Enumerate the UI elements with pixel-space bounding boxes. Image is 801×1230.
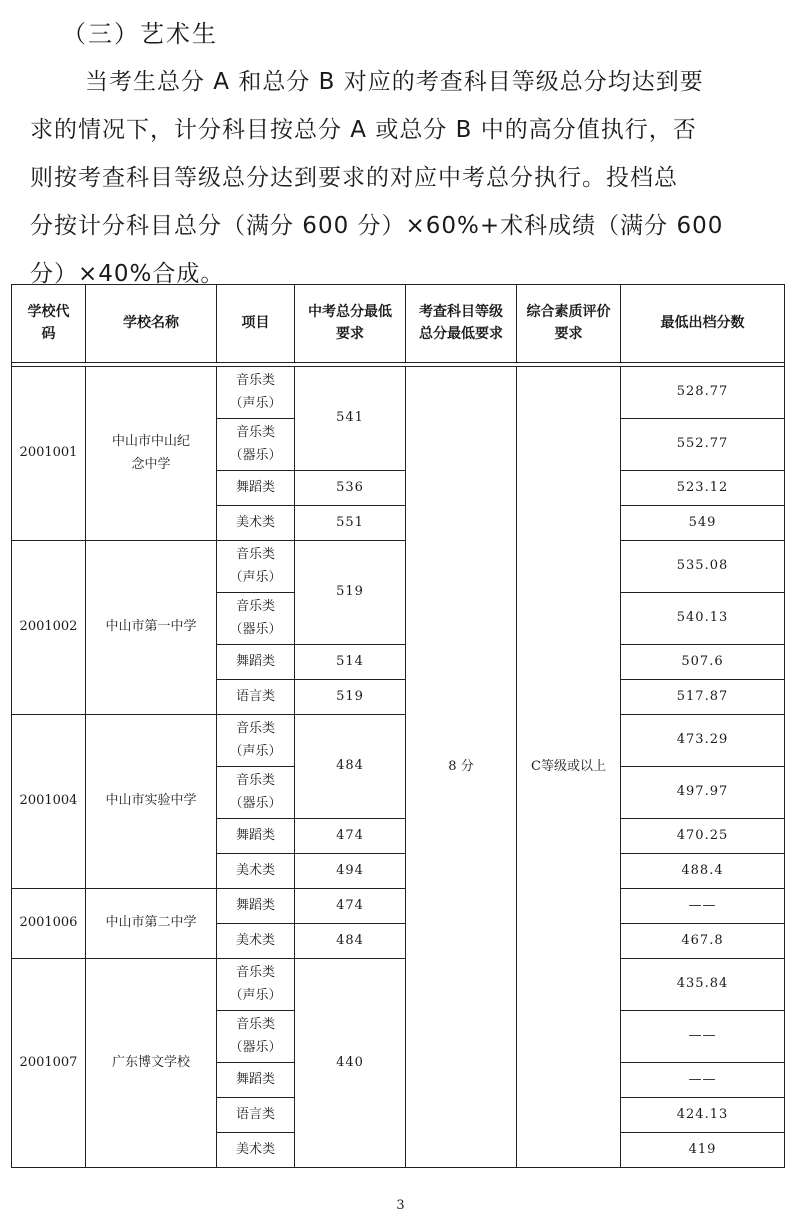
- min-score-cell: 540.13: [621, 593, 785, 645]
- min-score-cell: 517.87: [621, 680, 785, 715]
- min-total-cell: 551: [295, 506, 406, 541]
- item-cell: 音乐类（声乐）: [217, 367, 295, 419]
- table-row: [12, 889, 785, 924]
- table-row: [12, 959, 785, 1011]
- school-code: 2001001: [12, 367, 86, 541]
- min-total-cell: 484: [295, 924, 406, 959]
- quality-eval-cell: C等级或以上: [517, 367, 621, 1168]
- paragraph-line: 则按考查科目等级总分达到要求的对应中考总分执行。投档总: [30, 165, 678, 191]
- min-total-cell: 541: [295, 367, 406, 471]
- header-quality-eval: 综合素质评价要求: [517, 285, 621, 363]
- min-total-cell: 514: [295, 645, 406, 680]
- admission-score-table: [11, 284, 785, 1168]
- header-school-name: 学校名称: [86, 285, 217, 363]
- paragraph-line: 当考生总分 A 和总分 B 对应的考查科目等级总分均达到要: [85, 69, 704, 95]
- school-code: 2001007: [12, 959, 86, 1168]
- paragraph-line: 分按计分科目总分（满分 600 分）×60%+术科成绩（满分 600: [30, 213, 724, 239]
- school-code: 2001002: [12, 541, 86, 715]
- min-total-cell: 440: [295, 959, 406, 1168]
- min-score-cell: ——: [621, 1063, 785, 1098]
- min-score-cell: 523.12: [621, 471, 785, 506]
- min-total-cell: 474: [295, 889, 406, 924]
- school-name: 中山市实验中学: [86, 715, 217, 889]
- min-score-cell: 497.97: [621, 767, 785, 819]
- table-row: [12, 715, 785, 767]
- item-cell: 舞蹈类: [217, 645, 295, 680]
- min-score-cell: 528.77: [621, 367, 785, 419]
- header-item: 项目: [217, 285, 295, 363]
- table-row: [12, 367, 785, 419]
- school-name: 广东博文学校: [86, 959, 217, 1168]
- min-score-cell: 419: [621, 1133, 785, 1168]
- paragraph-line: 求的情况下，计分科目按总分 A 或总分 B 中的高分值执行，否: [30, 117, 697, 143]
- rules-paragraph: [30, 58, 780, 298]
- item-cell: 舞蹈类: [217, 471, 295, 506]
- table-row: [12, 541, 785, 593]
- min-score-cell: ——: [621, 1011, 785, 1063]
- min-total-cell: 484: [295, 715, 406, 819]
- school-name: 中山市第一中学: [86, 541, 217, 715]
- item-cell: 音乐类（器乐）: [217, 593, 295, 645]
- item-cell: 音乐类（声乐）: [217, 541, 295, 593]
- grade-total-cell: 8 分: [406, 367, 517, 1168]
- min-score-cell: 549: [621, 506, 785, 541]
- header-min-grade-total: 考查科目等级总分最低要求: [406, 285, 517, 363]
- item-cell: 语言类: [217, 1098, 295, 1133]
- paragraph-line: 分）×40%合成。: [30, 261, 225, 287]
- item-cell: 舞蹈类: [217, 819, 295, 854]
- item-cell: 美术类: [217, 1133, 295, 1168]
- section-heading: （三）艺术生: [62, 20, 218, 48]
- min-score-cell: 488.4: [621, 854, 785, 889]
- min-total-cell: 519: [295, 541, 406, 645]
- item-cell: 舞蹈类: [217, 1063, 295, 1098]
- item-cell: 美术类: [217, 854, 295, 889]
- min-score-cell: 552.77: [621, 419, 785, 471]
- school-code: 2001004: [12, 715, 86, 889]
- item-cell: 音乐类（声乐）: [217, 959, 295, 1011]
- min-total-cell: 519: [295, 680, 406, 715]
- school-name: 中山市中山纪念中学: [86, 367, 217, 541]
- min-total-cell: 474: [295, 819, 406, 854]
- min-score-cell: 470.25: [621, 819, 785, 854]
- school-name: 中山市第二中学: [86, 889, 217, 959]
- item-cell: 音乐类（声乐）: [217, 715, 295, 767]
- min-score-cell: 467.8: [621, 924, 785, 959]
- item-cell: 美术类: [217, 506, 295, 541]
- min-score-cell: 435.84: [621, 959, 785, 1011]
- item-cell: 音乐类（器乐）: [217, 419, 295, 471]
- header-min-total: 中考总分最低要求: [295, 285, 406, 363]
- min-score-cell: 473.29: [621, 715, 785, 767]
- header-school-code: 学校代码: [12, 285, 86, 363]
- min-total-cell: 494: [295, 854, 406, 889]
- min-score-cell: 535.08: [621, 541, 785, 593]
- min-score-cell: 507.6: [621, 645, 785, 680]
- item-cell: 音乐类（器乐）: [217, 767, 295, 819]
- item-cell: 美术类: [217, 924, 295, 959]
- min-score-cell: 424.13: [621, 1098, 785, 1133]
- table-header-row: [12, 285, 785, 363]
- header-min-score: 最低出档分数: [621, 285, 785, 363]
- item-cell: 舞蹈类: [217, 889, 295, 924]
- min-total-cell: 536: [295, 471, 406, 506]
- school-code: 2001006: [12, 889, 86, 959]
- item-cell: 语言类: [217, 680, 295, 715]
- item-cell: 音乐类（器乐）: [217, 1011, 295, 1063]
- min-score-cell: ——: [621, 889, 785, 924]
- page-number: 3: [396, 1198, 405, 1213]
